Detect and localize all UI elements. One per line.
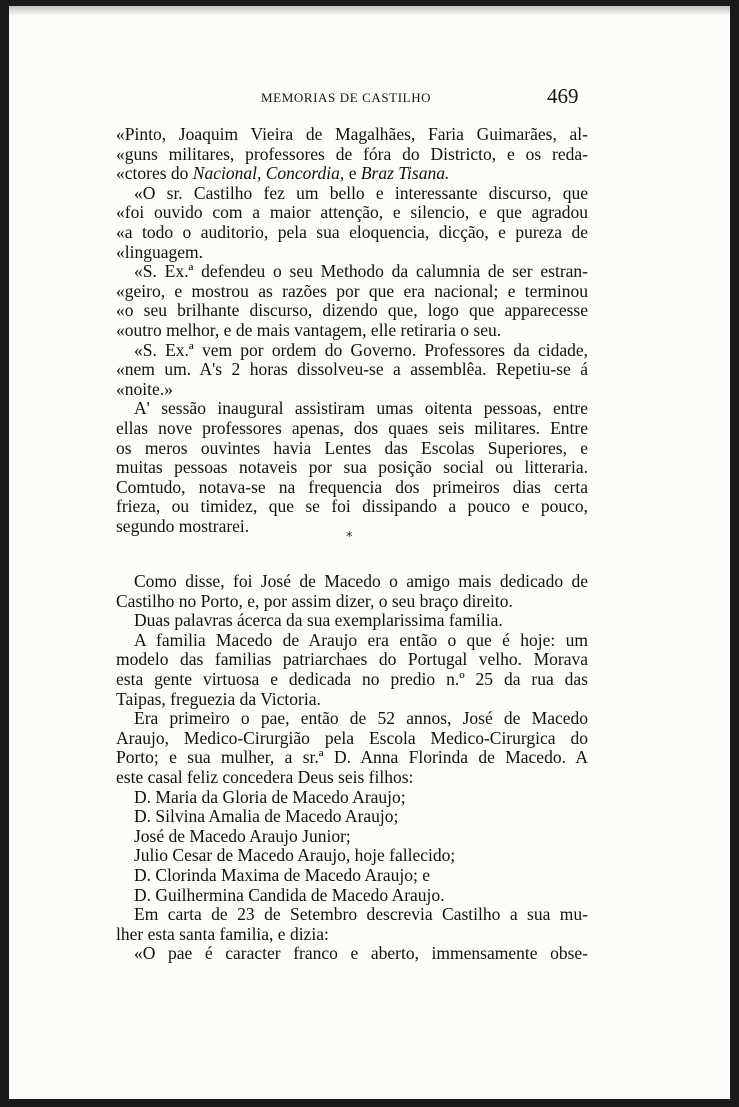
text-line: Araujo, Medico-Cirurgião pela Escola Medico-Cirurgica do (116, 727, 588, 748)
text-line: este casal feliz concedera Deus seis filhos: (116, 766, 414, 787)
running-head (9, 86, 730, 110)
text-line: «ctores do Nacional, Concordia, e Braz Tisana. (116, 163, 450, 184)
list-item: D. Maria da Gloria de Macedo Araujo; (134, 786, 406, 807)
text-line: Duas palavras ácerca da sua exemplarissima familia. (134, 610, 503, 631)
text-line: frieza, ou timidez, que se foi dissipando a pouco e pouco, (116, 496, 588, 517)
page-number: 469 (547, 84, 579, 108)
text-line: «O pae é caracter franco e aberto, immensamente obse- (134, 943, 588, 964)
text-line: ellas nove professores apenas, dos quaes seis militares. Entre (116, 417, 588, 438)
text-line: «foi ouvido com a maior attenção, e silencio, e que agradou (116, 202, 588, 223)
text-line: «o seu brilhante discurso, dizendo que, logo que apparecesse (116, 300, 588, 321)
text-line: «Pinto, Joaquim Vieira de Magalhães, Faria Guimarães, al- (116, 124, 588, 144)
book-page (9, 6, 730, 1099)
text-line: esta gente virtuosa e dedicada no predio n.º 25 da rua das (116, 668, 588, 689)
list-item: D. Guilhermina Candida de Macedo Araujo. (134, 884, 445, 905)
text-line: modelo das familias patriarchaes do Portugal velho. Morava (116, 649, 588, 670)
text-line: «S. Ex.ª vem por ordem do Governo. Professores da cidade, (134, 339, 588, 360)
text-line: Em carta de 23 de Setembro descrevia Castilho a sua mu- (134, 904, 588, 925)
list-item: D. Clorinda Maxima de Macedo Araujo; e (134, 864, 430, 885)
list-item: D. Silvina Amalia de Macedo Araujo; (134, 806, 399, 827)
text-line: segundo mostrarei. (116, 515, 250, 536)
text-line: Comtudo, notava-se na frequencia dos primeiros dias certa (116, 476, 588, 497)
text-line: «guns militares, professores de fóra do Districto, e os reda- (116, 143, 588, 164)
text-line: «S. Ex.ª defendeu o seu Methodo da calumnia de ser estran- (134, 261, 588, 282)
text-line: «linguagem. (116, 241, 203, 262)
text-line: «a todo o auditorio, pela sua eloquencia, dicção, e pureza de (116, 221, 588, 242)
running-title: MEMORIAS DE CASTILHO (261, 90, 432, 105)
text-line: muitas pessoas notaveis por sua posição social ou litteraria. (116, 457, 588, 478)
list-item: Julio Cesar de Macedo Araujo, hoje fallecido; (134, 845, 456, 866)
text-line: A familia Macedo de Araujo era então o que é hoje: um (134, 629, 588, 650)
text-line: «noite.» (116, 378, 173, 399)
text-line: «O sr. Castilho fez um bello e interessante discurso, que (134, 182, 588, 203)
text-line: A' sessão inaugural assistiram umas oitenta pessoas, entre (134, 398, 588, 419)
section-separator-asterisk: * (346, 530, 353, 545)
text-line: lher esta santa familia, e dizia: (116, 923, 329, 944)
text-line: Castilho no Porto, e, por assim dizer, o seu braço direito. (116, 590, 513, 611)
scan-edge-shadow (9, 6, 730, 16)
text-line: «outro melhor, e de mais vantagem, elle retiraria o seu. (116, 319, 502, 340)
text-block-2 (116, 572, 588, 964)
text-line: «geiro, e mostrou as razões por que era nacional; e terminou (116, 280, 588, 301)
text-block-1 (116, 125, 588, 536)
text-line: Como disse, foi José de Macedo o amigo mais dedicado de (134, 571, 588, 591)
text-line: «nem um. A's 2 horas dissolveu-se a assemblêa. Repetiu-se á (116, 359, 588, 380)
text-line: Taipas, freguezia da Victoria. (116, 688, 321, 709)
text-line: Porto; e sua mulher, a sr.ª D. Anna Florinda de Macedo. A (116, 747, 588, 768)
text-line: Era primeiro o pae, então de 52 annos, José de Macedo (134, 708, 588, 729)
text-line: os meros ouvintes havia Lentes das Escolas Superiores, e (116, 437, 588, 458)
list-item: José de Macedo Araujo Junior; (134, 825, 351, 846)
